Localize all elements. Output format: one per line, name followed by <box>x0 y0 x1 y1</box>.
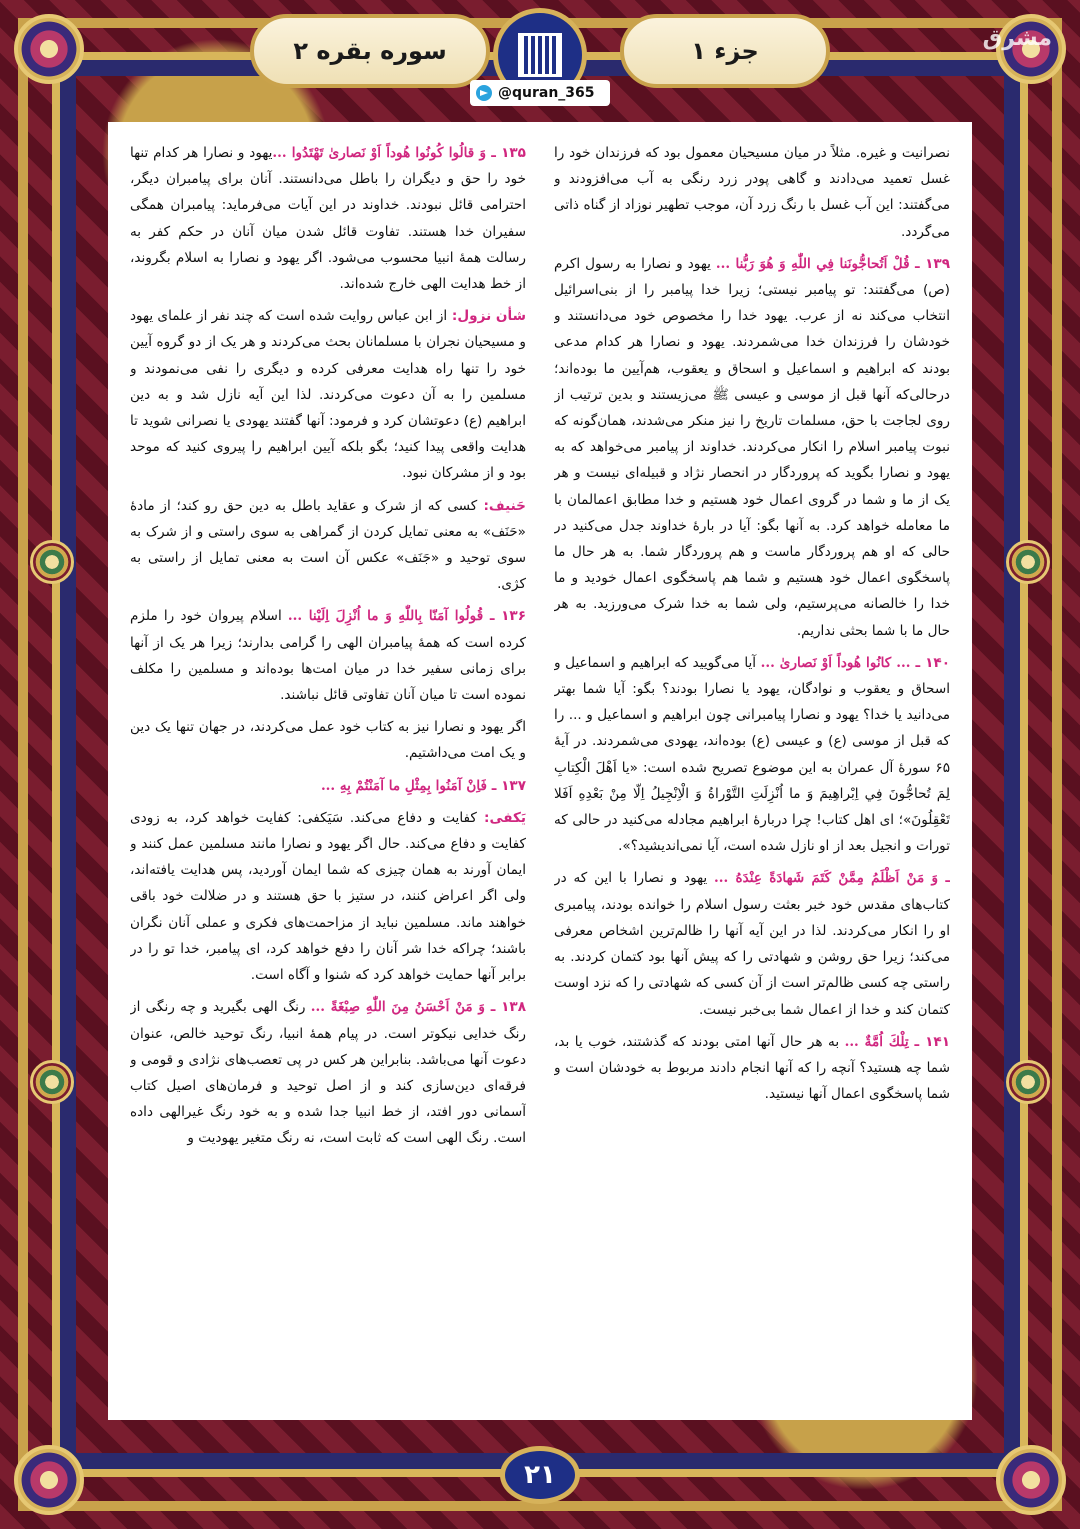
paragraph-text: نصرانیت و غیره. مثلاً در میان مسیحیان معمول بود که فرزندان خود را غسل تعمید می‌دادند و گاهی پودر زرد رنگی به آب می‌افزودند و می‌گفتند: این آب غسل با رنگ زرد آن، موجب تطهیر نوزاد از گناه ذاتی می‌گردد. <box>554 145 950 240</box>
commentary-paragraph <box>130 805 526 988</box>
medallion-icon <box>30 1060 74 1104</box>
verse-number: ۱۳۵ ـ <box>486 145 526 161</box>
commentary-paragraph <box>130 493 526 598</box>
commentary-paragraph <box>130 603 526 708</box>
paragraph-text: رنگ الهی بگیرید و چه رنگی از رنگ خدایی نیکوتر است. در پیام همهٔ انبیا، رنگ توحید خالص، عنوان دعوت آنها می‌باشد. بنابراین هر کس در پی تعصب‌های نژادی و قومی و فرقه‌ای دین‌سازی کند و از اصل توحید و فرمان‌های اصیل کتاب آسمانی دور افتد، از خط انبیا جدا شده و به خود رنگ غیرالهی داده است. رنگ الهی است که ثابت است، نه رنگ متغیر یهودیت و <box>130 999 526 1147</box>
verse-number: ۱۴۰ ـ <box>910 654 950 671</box>
verse-number: ۱۳۹ ـ <box>909 255 950 272</box>
paragraph-text: آیا می‌گویید که ابراهیم و اسماعیل و اسحاق و یعقوب و نوادگان، یهود یا نصارا بودند؟ بگو: آیا شما بهتر می‌دانید یا خدا؟ یهود و نصارا پیامبرانی چون ابراهیم و اسماعیل و ... را که قبل از موسی (ع) و عیسی (ع) بوده‌اند، یهودی می‌شمردند. در آیهٔ ۶۵ سورهٔ آل عمران به این موضوع تصریح شده است: «یا اَهْلَ الْكِتابِ لِمَ تُحاجُّونَ فِي اِبْراهِيمَ وَ ما اُنْزِلَتِ التَّوْراةُ وَ الْاِنْجِيلُ اِلّا مِنْ بَعْدِهِ اَفَلا تَعْقِلُونَ»؛ ای اهل کتاب! چرا دربارهٔ ابراهیم مجادله می‌کنید در حالی که تورات و انجیل بعد از او نازل شده است، آیا نمی‌اندیشید؟». <box>554 654 950 855</box>
commentary-paragraph <box>554 865 950 1022</box>
paragraph-text: یهود و نصارا هر کدام تنها خود را حق و دیگران را باطل می‌دانستند. آنان برای پیامبران دیگر، احترامی قائل نبودند. خداوند در این آیات می‌فرماید: پیامبران همگی سفیران خدا هستند. تفاوت قائل شدن میان آنان در حکم کفر به رسالت همهٔ انبیا محسوب می‌شود. اگر یهود و نصارا به اسلام بگروند، از خط هدایت الهی خارج شده‌اند. <box>130 145 526 293</box>
corner-ornament-icon <box>996 1445 1066 1515</box>
corner-ornament-icon <box>14 1445 84 1515</box>
text-page <box>108 122 972 1420</box>
verse-number: ـ <box>938 870 950 887</box>
arabic-verse: وَ مَنْ اَظْلَمُ مِمَّنْ كَتَمَ شَهادَةً عِنْدَهُ ... <box>714 870 939 887</box>
paragraph-text: کسی که از شرک و عقاید باطل به دین حق رو کند؛ از مادهٔ «حَنَف» به معنی تمایل کردن از گمراهی به سوی راستی و از شرک به سوی توحید و «جَنَف» عکس آن است به معنی تمایل از راستی به کژی. <box>130 497 526 593</box>
watermark: مشرق <box>982 26 1052 51</box>
corner-ornament-icon <box>14 14 84 84</box>
right-column <box>130 140 526 1410</box>
verse-number: یَکفی: <box>476 809 526 826</box>
commentary-paragraph <box>130 140 526 297</box>
commentary-paragraph <box>554 140 950 245</box>
paragraph-text: یهود و نصارا به رسول اکرم (ص) می‌گفتند: تو پیامبر نیستی؛ زیرا خدا پیامبر را از بنی‌اسرائیل انتخاب می‌کند نه از عرب. یهود خدا را مخصوص خود می‌دانستند و خودشان را فرزندان خدا می‌شمردند. یهود و نصارا هر کدام مدعی بودند که ابراهیم و اسماعیل و اسحاق و یعقوب، هم‌آیین ما بوده‌اند؛ درحالی‌که آنها قبل از موسی و عیسی ﷺ می‌زیستند و بدین ترتیب از روی لجاجت با حق، مسلمات تاریخ را نیز منکر می‌شدند، همان‌گونه که نبوت پیامبر اسلام را انکار می‌کردند. خداوند از پیامبر می‌خواهد که به یهود و نصارا بگوید که پروردگار در انحصار نژاد و قبیله‌ای نیست و هر یک از ما و شما در گروی اعمال خود هستیم و خدا مطابق اعمالمان با ما معامله خواهد کرد. به آنها بگو: آیا در بارهٔ خداوند جدل می‌کنید در حالی که او هم پروردگار ماست و هم پروردگار شما. به هر حال ما پاسخگوی اعمال خود هستیم و شما هم پاسخگوی اعمال خودید و ما خدا را خالصانه می‌پرستیم، ولی شما به خدا شرک می‌ورزید. به هر حال ما با شما بحثی نداریم. <box>554 255 950 639</box>
verse-number: ۱۳۶ ـ <box>483 608 526 625</box>
left-column <box>554 140 950 1410</box>
arabic-verse: وَ مَنْ اَحْسَنُ مِنَ اللّٰهِ صِبْغَةً ... <box>310 999 485 1016</box>
verse-number: ۱۳۸ ـ <box>485 999 526 1016</box>
commentary-paragraph <box>554 650 950 860</box>
telegram-icon <box>476 85 492 101</box>
medallion-icon <box>30 540 74 584</box>
commentary-paragraph <box>130 714 526 766</box>
paragraph-text: اسلام پیروان خود را ملزم کرده است که همهٔ پیامبران الهی را گرامی بدارند؛ زیرا هر یک از آنها برای زمانی سفیر خدا در میان امت‌ها بوده‌اند و مسلمین را مکلف نموده است تا میان آنان تفاوتی قائل نباشند. <box>130 608 526 704</box>
surah-title: سوره بقره ۲ <box>250 14 490 88</box>
commentary-paragraph <box>130 994 526 1151</box>
verse-number: ۱۴۱ ـ <box>908 1033 950 1050</box>
telegram-channel-tag[interactable] <box>470 80 610 106</box>
arabic-verse: ... كانُوا هُوداً اَوْ نَصارىٰ ... <box>760 654 911 671</box>
arabic-verse: قُلْ اَتُحاجُّونَنا فِي اللّٰهِ وَ هُوَ رَبُّنا ... <box>715 255 910 272</box>
paragraph-text: به هر حال آنها امتی بودند که گذشتند، خوب یا بد، شما چه هستید؟ آنچه را که آنها انجام دادند مربوط به خودشان است و شما پاسخگوی اعمال آنها نیستید. <box>554 1033 950 1103</box>
arabic-verse: فَاِنْ آمَنُوا بِمِثْلِ ما آمَنْتُمْ بِهِ ... <box>320 777 487 794</box>
commentary-paragraph <box>130 773 526 799</box>
arabic-verse: قُولُوا آمَنّا بِاللّٰهِ وَ ما اُنْزِلَ اِلَيْنا ... <box>287 608 484 625</box>
channel-handle: @quran_365 <box>498 85 595 101</box>
paragraph-text: اگر یهود و نصارا نیز به کتاب خود عمل می‌کردند، در جهان تنها یک دین و یک امت می‌داشتیم. <box>130 719 526 762</box>
juz-title: جزء ۱ <box>620 14 830 88</box>
commentary-paragraph <box>554 1029 950 1108</box>
verse-number: حَنیف: <box>477 497 526 514</box>
paragraph-text: از ابن عباس روایت شده است که چند نفر از علمای یهود و مسیحیان نجران با مسلمانان بحث می‌کردند و هر یک از دو گروه آیین خود را تنها راه هدایت معرفی کرده و دیگری را نفی می‌نمودند و مسلمین را به آن دعوت می‌کردند. لذا این آیه نازل شد و به دین ابراهیم (ع) دعوتشان کرد و فرمود: آنها گفتند یهودی یا نصرانی شوید تا هدایت واقعی پیدا کنید؛ بگو بلکه آیین ابراهیم را پیروی کنید که موحد بود و از مشرکان نبود. <box>130 308 526 482</box>
arabic-verse: وَ قالُوا كُونُوا هُوداً اَوْ نَصارىٰ تَهْتَدُوا ... <box>272 145 487 161</box>
medallion-icon <box>1006 1060 1050 1104</box>
commentary-paragraph <box>130 303 526 486</box>
paragraph-text: کفایت و دفاع می‌کند. سَیَکفی: کفایت خواهد کرد، به زودی کفایت و دفاع می‌کند. حال اگر یهود و نصارا مانند مسلمین عمل کنند و ایمان آورند به همان چیزی که شما ایمان آوردید، پس هدایت یافته‌اند، ولی اگر اعراض کنند، در ستیز با حق هستند و در ضلالت خود باقی خواهند ماند. مسلمین نباید از مزاحمت‌های فکری و عملی آنان نگران باشند؛ چراکه خدا شر آنان را دفع خواهد کرد، ای پیامبر، خدا تو را در برابر آنها حمایت خواهد کرد که شنوا و آگاه است. <box>130 809 526 984</box>
arabic-verse: تِلْكَ اُمَّةٌ ... <box>844 1033 909 1050</box>
verse-number: شأن نزول: <box>447 308 526 325</box>
paragraph-text: یهود و نصارا با این که در کتاب‌های مقدس خود خبر بعثت رسول اسلام را خوانده بودند، پیامبری او را انکار می‌کردند. لذا در این آیه آنها را ظالم‌ترین اشخاص معرفی می‌کند؛ زیرا حق روشن و شهادتی را که پیش آنها بود کتمان کردند. به راستی چه کسی ظالم‌تر است از آن کسی که شهادتی را که نزد اوست کتمان کند و خدا از اعمال شما بی‌خبر نیست. <box>554 870 950 1018</box>
medallion-icon <box>1006 540 1050 584</box>
verse-number: ۱۳۷ ـ <box>486 777 526 794</box>
commentary-paragraph <box>554 251 950 644</box>
page-number: ۲۱ <box>500 1446 580 1504</box>
